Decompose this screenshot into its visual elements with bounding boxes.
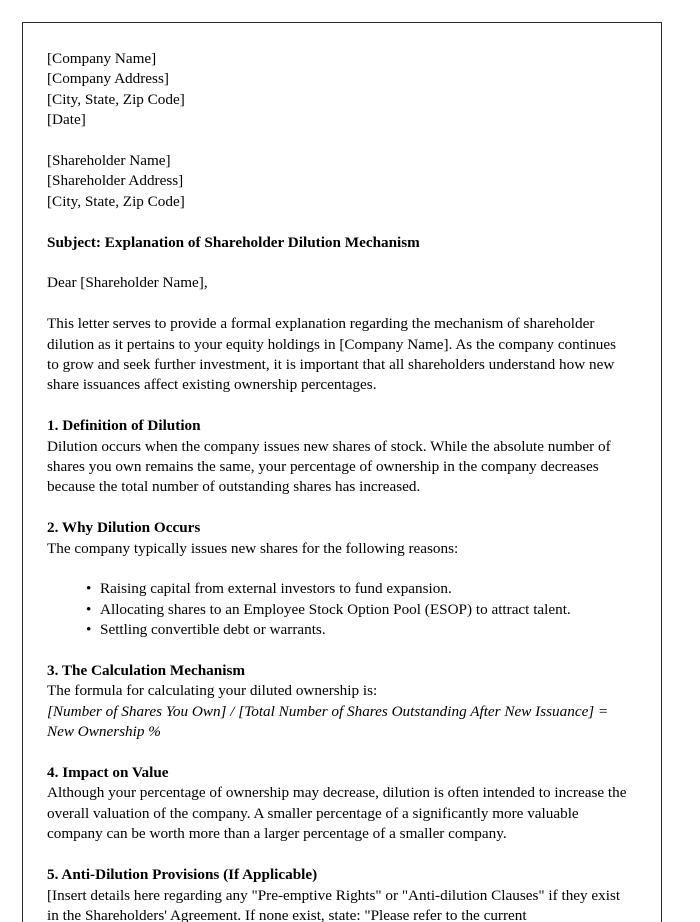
sender-company-address: [Company Address] [47,69,631,89]
section-heading-3: 3. The Calculation Mechanism [47,661,631,681]
document-page [22,22,662,922]
intro-paragraph: This letter serves to provide a formal explanation regarding the mechanism of shareholder dilution as it pertains to your equity holdings in [Company Name]. As the company continues to grow and seek further investment, it is important that all shareholders understand how new share issuances affect existing ownership percentages. [47,314,631,396]
section-body-4: Although your percentage of ownership may decrease, dilution is often intended to increase the overall valuation of the company. A smaller percentage of a significantly more valuable company can be worth more than a larger percentage of a smaller company. [47,783,631,844]
spacer [47,131,631,151]
spacer [47,396,631,416]
recipient-name: [Shareholder Name] [47,151,631,171]
section-body-3: The formula for calculating your diluted ownership is: [47,681,631,701]
salutation: Dear [Shareholder Name], [47,273,631,293]
recipient-address-block [47,151,631,212]
spacer [47,253,631,273]
recipient-city-state-zip: [City, State, Zip Code] [47,192,631,212]
spacer [47,498,631,518]
dilution-reasons-list [47,579,631,640]
recipient-address: [Shareholder Address] [47,171,631,191]
spacer [47,641,631,661]
sender-company-name: [Company Name] [47,49,631,69]
spacer [47,845,631,865]
spacer [47,212,631,232]
spacer [47,559,631,579]
section-body-2: The company typically issues new shares for the following reasons: [47,539,631,559]
subject-line: Subject: Explanation of Shareholder Dilution Mechanism [47,233,631,253]
section-heading-2: 2. Why Dilution Occurs [47,518,631,538]
section-body-5: [Insert details here regarding any "Pre-emptive Rights" or "Anti-dilution Clauses" if they exist in the Shareholders' Agreement. If none exist, state: "Please refer to the current [47,886,631,922]
spacer [47,294,631,314]
letter-date: [Date] [47,110,631,130]
list-item: • Allocating shares to an Employee Stock Option Pool (ESOP) to attract talent. [100,600,631,620]
dilution-formula: [Number of Shares You Own] / [Total Number of Shares Outstanding After New Issuance] = New Ownership % [47,702,631,743]
section-heading-4: 4. Impact on Value [47,763,631,783]
list-item: • Raising capital from external investors to fund expansion. [100,579,631,599]
list-item: • Settling convertible debt or warrants. [100,620,631,640]
spacer [47,743,631,763]
section-heading-5: 5. Anti-Dilution Provisions (If Applicable) [47,865,631,885]
section-body-1: Dilution occurs when the company issues new shares of stock. While the absolute number of shares you own remains the same, your percentage of ownership in the company decreases because the total number of outstanding shares has increased. [47,437,631,498]
letter-body [23,23,661,922]
sender-address-block [47,49,631,131]
section-heading-1: 1. Definition of Dilution [47,416,631,436]
sender-city-state-zip: [City, State, Zip Code] [47,90,631,110]
